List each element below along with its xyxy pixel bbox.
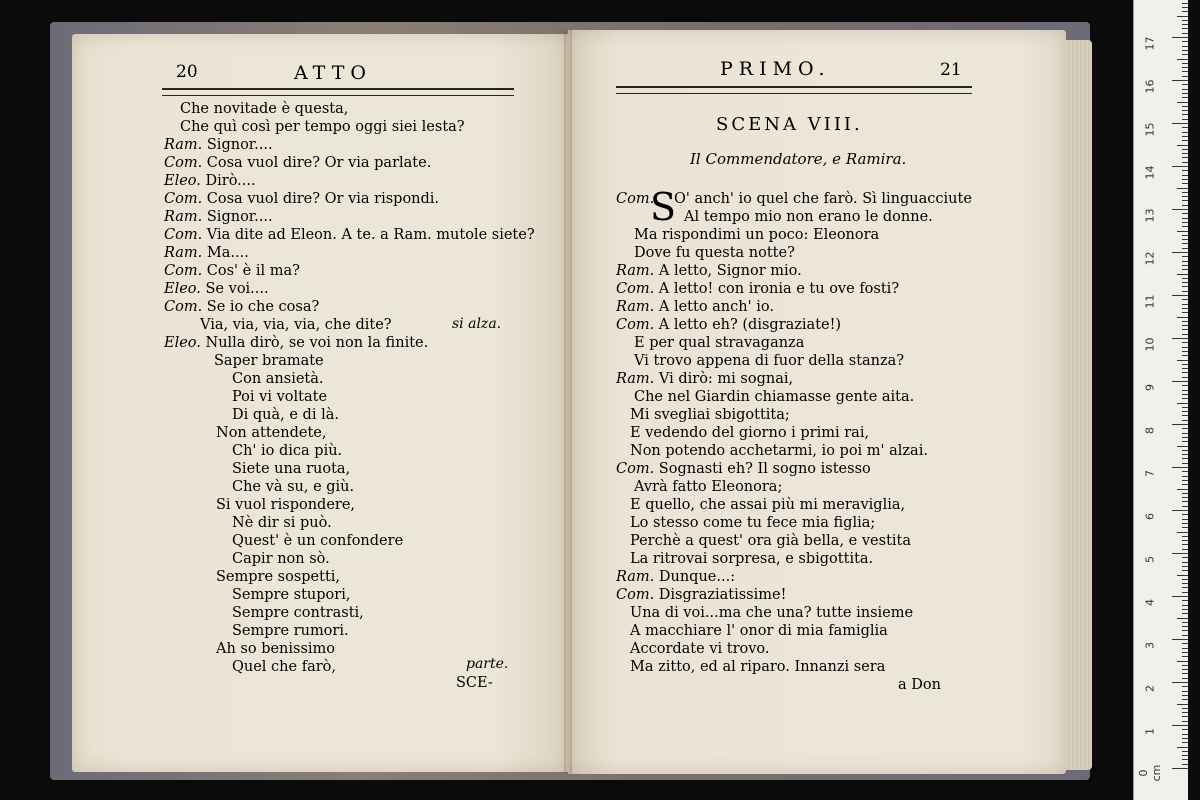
- text-line: Di quà, e di là.: [232, 407, 339, 423]
- ruler-tick: [1182, 630, 1188, 631]
- ruler-tick: [1172, 381, 1188, 382]
- text-line: E per qual stravaganza: [634, 335, 805, 351]
- ruler-tick: [1182, 308, 1188, 309]
- stage-direction-rises: si alza.: [452, 316, 502, 332]
- ruler-tick: [1182, 626, 1188, 627]
- ruler-tick: [1182, 716, 1188, 717]
- ruler-tick: [1182, 364, 1188, 365]
- left-catchword: SCE-: [456, 675, 493, 691]
- ruler-tick: [1182, 755, 1188, 756]
- ruler-tick: [1182, 562, 1188, 563]
- ruler-tick: [1177, 231, 1188, 232]
- ruler-number: 9: [1143, 384, 1157, 391]
- stage-direction-exits: parte.: [466, 656, 509, 672]
- ruler-number: 2: [1143, 685, 1157, 692]
- ruler-tick: [1182, 480, 1188, 481]
- ruler-tick: [1182, 149, 1188, 150]
- ruler-unit-label: 0 cm: [1137, 764, 1163, 782]
- text-line: Com. Cosa vuol dire? Or via rispondi.: [164, 191, 440, 207]
- ruler-tick: [1182, 738, 1188, 739]
- ruler-tick: [1182, 218, 1188, 219]
- text-line: Com. Disgraziatissime!: [616, 587, 787, 603]
- ruler-tick: [1182, 342, 1188, 343]
- ruler-tick: [1182, 635, 1188, 636]
- scene-persons: Il Commendatore, e Ramira.: [690, 150, 907, 168]
- ruler-tick: [1182, 261, 1188, 262]
- left-running-head: ATTO: [294, 62, 372, 84]
- ruler-tick: [1182, 63, 1188, 64]
- ruler-tick: [1182, 600, 1188, 601]
- ruler-tick: [1182, 50, 1188, 51]
- right-running-head: PRIMO.: [720, 58, 831, 80]
- text-line: Via, via, via, via, che dite?: [200, 317, 392, 333]
- ruler-tick: [1177, 59, 1188, 60]
- text-line: Lo stesso come tu fece mia figlia;: [630, 515, 876, 531]
- ruler-tick: [1182, 127, 1188, 128]
- ruler-tick: [1172, 682, 1188, 683]
- ruler-tick: [1182, 656, 1188, 657]
- drop-cap: S: [650, 185, 677, 229]
- text-line: Ram. A letto anch' io.: [616, 299, 774, 315]
- text-line: Com. Cosa vuol dire? Or via parlate.: [164, 155, 432, 171]
- ruler-tick: [1182, 119, 1188, 120]
- ruler-tick: [1182, 329, 1188, 330]
- text-line: Che nel Giardin chiamasse gente aita.: [634, 389, 915, 405]
- ruler-number: 7: [1143, 470, 1157, 477]
- ruler-tick: [1182, 3, 1188, 4]
- text-line: Ah so benissimo: [216, 641, 336, 657]
- text-line: A macchiare l' onor di mia famiglia: [630, 623, 888, 639]
- ruler-tick: [1172, 209, 1188, 210]
- ruler-tick: [1182, 205, 1188, 206]
- ruler-tick: [1182, 648, 1188, 649]
- ruler-tick: [1172, 252, 1188, 253]
- scene-title: SCENA VIII.: [716, 114, 863, 135]
- ruler-tick: [1182, 643, 1188, 644]
- text-line: Siete una ruota,: [232, 461, 351, 477]
- ruler-tick: [1182, 325, 1188, 326]
- text-line: Ch' io dica più.: [232, 443, 343, 459]
- ruler-tick: [1177, 446, 1188, 447]
- ruler-tick: [1182, 428, 1188, 429]
- ruler-tick: [1182, 506, 1188, 507]
- ruler-tick: [1182, 11, 1188, 12]
- ruler-tick: [1182, 162, 1188, 163]
- ruler-tick: [1177, 575, 1188, 576]
- ruler-number: 16: [1143, 79, 1157, 94]
- text-line: Eleo. Se voi....: [164, 281, 269, 297]
- text-line: Ram. A letto, Signor mio.: [616, 263, 802, 279]
- ruler-tick: [1172, 424, 1188, 425]
- ruler-tick: [1182, 712, 1188, 713]
- ruler-tick: [1182, 540, 1188, 541]
- text-line: Una di voi...ma che una? tutte insieme: [630, 605, 914, 621]
- ruler-tick: [1182, 557, 1188, 558]
- ruler-tick: [1182, 609, 1188, 610]
- gutter: [564, 30, 572, 774]
- text-line: Ma zitto, ed al riparo. Innanzi sera: [630, 659, 886, 675]
- ruler-number: 10: [1143, 337, 1157, 352]
- ruler-tick: [1182, 196, 1188, 197]
- ruler-tick: [1177, 360, 1188, 361]
- ruler-tick: [1182, 497, 1188, 498]
- ruler-tick: [1182, 463, 1188, 464]
- ruler-tick: [1182, 33, 1188, 34]
- ruler-tick: [1177, 661, 1188, 662]
- ruler-tick: [1182, 583, 1188, 584]
- ruler-tick: [1182, 93, 1188, 94]
- text-line: Sempre contrasti,: [232, 605, 364, 621]
- ruler-tick: [1182, 179, 1188, 180]
- text-line: Dove fu questa notte?: [634, 245, 795, 261]
- ruler-tick: [1182, 622, 1188, 623]
- ruler-tick: [1182, 106, 1188, 107]
- ruler-tick: [1182, 394, 1188, 395]
- ruler-tick: [1182, 708, 1188, 709]
- text-line: Eleo. Dirò....: [164, 173, 256, 189]
- ruler-tick: [1177, 704, 1188, 705]
- ruler-tick: [1182, 114, 1188, 115]
- text-line: Avrà fatto Eleonora;: [634, 479, 783, 495]
- ruler-tick: [1182, 282, 1188, 283]
- ruler-tick: [1182, 265, 1188, 266]
- ruler-number: 8: [1143, 427, 1157, 434]
- ruler-tick: [1182, 549, 1188, 550]
- ruler-tick: [1182, 678, 1188, 679]
- ruler-tick: [1172, 338, 1188, 339]
- text-line: Mi svegliai sbigottita;: [630, 407, 790, 423]
- ruler-tick: [1182, 368, 1188, 369]
- ruler-tick: [1182, 256, 1188, 257]
- text-line: Ram. Ma....: [164, 245, 249, 261]
- ruler-tick: [1182, 213, 1188, 214]
- ruler-number: 3: [1143, 642, 1157, 649]
- ruler-tick: [1182, 764, 1188, 765]
- ruler-tick: [1182, 175, 1188, 176]
- ruler-tick: [1182, 192, 1188, 193]
- ruler-tick: [1182, 385, 1188, 386]
- ruler-number: 17: [1143, 36, 1157, 51]
- ruler-tick: [1172, 80, 1188, 81]
- left-folio: 20: [176, 62, 198, 82]
- text-line: Si vuol rispondere,: [216, 497, 356, 513]
- text-line: Ram. Dunque...:: [616, 569, 736, 585]
- ruler-tick: [1182, 519, 1188, 520]
- ruler-tick: [1182, 334, 1188, 335]
- ruler-tick: [1182, 592, 1188, 593]
- ruler-tick: [1182, 454, 1188, 455]
- ruler-tick: [1182, 97, 1188, 98]
- ruler-tick: [1182, 751, 1188, 752]
- ruler-tick: [1177, 532, 1188, 533]
- ruler-tick: [1182, 652, 1188, 653]
- right-folio: 21: [940, 60, 962, 80]
- text-line: Com. Via dite ad Eleon. A te. a Ram. mutole siete?: [164, 227, 535, 243]
- text-line: Com. Sognasti eh? Il sogno istesso: [616, 461, 871, 477]
- text-line: Sempre rumori.: [232, 623, 349, 639]
- ruler-tick: [1172, 467, 1188, 468]
- ruler-number: 12: [1143, 251, 1157, 266]
- ruler-tick: [1182, 544, 1188, 545]
- ruler-tick: [1182, 570, 1188, 571]
- ruler-tick: [1172, 596, 1188, 597]
- text-line: Poi vi voltate: [232, 389, 328, 405]
- text-line: Eleo. Nulla dirò, se voi non la finite.: [164, 335, 429, 351]
- ruler-tick: [1182, 243, 1188, 244]
- ruler-tick: [1182, 299, 1188, 300]
- ruler-tick: [1182, 699, 1188, 700]
- ruler-tick: [1182, 484, 1188, 485]
- ruler-tick: [1182, 433, 1188, 434]
- ruler-tick: [1182, 527, 1188, 528]
- ruler-tick: [1182, 669, 1188, 670]
- ruler-tick: [1182, 140, 1188, 141]
- text-line: Com. Se io che cosa?: [164, 299, 320, 315]
- ruler-tick: [1182, 71, 1188, 72]
- ruler-tick: [1182, 476, 1188, 477]
- ruler-tick: [1177, 403, 1188, 404]
- ruler-tick: [1182, 721, 1188, 722]
- text-line: Com. O' anch' io quel che farò. Sì linguacciute: [616, 191, 972, 207]
- ruler-tick: [1182, 372, 1188, 373]
- ruler-tick: [1182, 579, 1188, 580]
- ruler-tick: [1182, 458, 1188, 459]
- ruler-tick: [1182, 523, 1188, 524]
- ruler-number: 13: [1143, 208, 1157, 223]
- left-head-rule: [162, 88, 514, 96]
- ruler-number: 14: [1143, 165, 1157, 180]
- ruler-tick: [1182, 566, 1188, 567]
- ruler-tick: [1172, 768, 1188, 769]
- ruler-tick: [1182, 136, 1188, 137]
- text-line: Nè dir si può.: [232, 515, 332, 531]
- ruler-tick: [1182, 390, 1188, 391]
- ruler-tick: [1177, 16, 1188, 17]
- ruler-tick: [1182, 398, 1188, 399]
- ruler-tick: [1182, 759, 1188, 760]
- ruler-tick: [1182, 291, 1188, 292]
- ruler-tick: [1182, 312, 1188, 313]
- ruler-tick: [1182, 742, 1188, 743]
- text-line: Al tempo mio non erano le donne.: [684, 209, 933, 225]
- ruler-tick: [1182, 76, 1188, 77]
- text-line: Ma rispondimi un poco: Eleonora: [634, 227, 880, 243]
- ruler-tick: [1182, 420, 1188, 421]
- ruler-tick: [1182, 286, 1188, 287]
- ruler-tick: [1177, 317, 1188, 318]
- text-line: E quello, che assai più mi meraviglia,: [630, 497, 906, 513]
- ruler-tick: [1177, 145, 1188, 146]
- ruler-tick: [1182, 183, 1188, 184]
- ruler-tick: [1177, 274, 1188, 275]
- ruler-tick: [1182, 41, 1188, 42]
- ruler-tick: [1182, 20, 1188, 21]
- ruler-tick: [1177, 188, 1188, 189]
- ruler-tick: [1182, 226, 1188, 227]
- ruler-tick: [1182, 304, 1188, 305]
- ruler-tick: [1182, 501, 1188, 502]
- ruler-tick: [1182, 605, 1188, 606]
- text-line: Accordate vi trovo.: [630, 641, 770, 657]
- ruler-tick: [1182, 153, 1188, 154]
- ruler-tick: [1182, 355, 1188, 356]
- ruler-tick: [1182, 67, 1188, 68]
- ruler-tick: [1172, 166, 1188, 167]
- ruler-tick: [1182, 613, 1188, 614]
- right-head-rule: [616, 86, 972, 94]
- ruler-tick: [1182, 514, 1188, 515]
- text-line: Ram. Vi dirò: mi sognai,: [616, 371, 794, 387]
- ruler-tick: [1182, 665, 1188, 666]
- page-edges: [1066, 40, 1092, 770]
- ruler-tick: [1182, 441, 1188, 442]
- ruler-tick: [1182, 54, 1188, 55]
- ruler-tick: [1182, 222, 1188, 223]
- ruler-number: 6: [1143, 513, 1157, 520]
- ruler-tick: [1182, 235, 1188, 236]
- book-photo: 20 ATTO PRIMO. 21 SCENA VIII. Il Commendatore, e Ramira. S Che novitade è questa, Che quì così per tempo oggi siei lesta? Ram. Signor.... Com. Cosa vuol dire? Or via parlate. Eleo. Dirò.... Com. Cosa vuol dire? Or via rispondi. Ram. Signor.... Com. Via dite ad Eleon. A te. a Ram. mutole siete? Ram. Ma.... Com. Cos' è il ma? Eleo. Se voi.... Com. Se io che cosa? Via, via, via, via, che dite? Eleo. Nulla dirò, se voi non la finite. Saper bramate Con ansietà. Poi vi voltate Di quà, e di là. Non attendete, Ch' io dica più. Siete una ruota, Che và su, e giù. Si vuol rispondere, Nè dir si può. Quest' è un confondere Capir non sò. Sempre sospetti, Sempre stupori, Sempre contrasti, Sempre rumori. Ah so benissimo Quel che farò, si alza. parte. SCE- Com. O' anch' io quel che farò. Sì linguacciute Al tempo mio non erano le donne. Ma rispondimi un poco: Eleonora Dove fu questa notte? Ram. A letto, Signor mio. Com. A letto! con ironia e tu ove fosti? Ram. A letto anch' io. Com. A letto eh? (disgraziate!) E per qual stravaganza Vi trovo appena di fuor della stanza? Ram. Vi dirò: mi sognai, Che nel Giardin chiamasse gente aita. Mi svegliai sbigottita; E vedendo del giorno i primi rai, Non potendo acchetarmi, io poi m' alzai. Com. Sognasti eh? Il sogno istesso Avrà fatto Eleonora; E quello, che assai più mi meraviglia, Lo stesso come tu fece mia figlia; Perchè a quest' ora già bella, e vestita La ritrovai sorpresa, e sbigottita. Ram. Dunque...: Com. Disgraziatissime! Una di voi...ma che una? tutte insieme A macchiare l' onor di mia famiglia Accordate vi trovo. Ma zitto, ed al riparo. Innanzi sera a Don 0 cm 1 2 3 4 5 6 7 8 9 10 11 12 13 14 15 16 17: [0, 0, 1200, 800]
- text-line: La ritrovai sorpresa, e sbigottita.: [630, 551, 874, 567]
- text-line: Com. A letto! con ironia e tu ove fosti?: [616, 281, 900, 297]
- ruler-number: 1: [1143, 728, 1157, 735]
- ruler-tick: [1177, 489, 1188, 490]
- text-line: Quel che farò,: [232, 659, 336, 675]
- ruler-tick: [1182, 278, 1188, 279]
- ruler-tick: [1182, 471, 1188, 472]
- text-line: Quest' è un confondere: [232, 533, 404, 549]
- ruler-tick: [1182, 411, 1188, 412]
- ruler-tick: [1172, 725, 1188, 726]
- ruler-tick: [1182, 321, 1188, 322]
- text-line: Capir non sò.: [232, 551, 330, 567]
- ruler-tick: [1182, 239, 1188, 240]
- text-line: Che và su, e giù.: [232, 479, 355, 495]
- text-line: Non potendo acchetarmi, io poi m' alzai.: [630, 443, 928, 459]
- ruler-tick: [1182, 24, 1188, 25]
- ruler-number: 4: [1143, 599, 1157, 606]
- ruler-tick: [1177, 747, 1188, 748]
- text-line: Ram. Signor....: [164, 137, 273, 153]
- ruler-tick: [1182, 7, 1188, 8]
- ruler-tick: [1172, 295, 1188, 296]
- ruler-tick: [1182, 347, 1188, 348]
- ruler-tick: [1182, 84, 1188, 85]
- ruler-tick: [1182, 673, 1188, 674]
- ruler-tick: [1182, 269, 1188, 270]
- ruler-tick: [1182, 437, 1188, 438]
- text-line: Com. Cos' è il ma?: [164, 263, 300, 279]
- measuring-ruler: [1133, 0, 1188, 800]
- ruler-tick: [1182, 132, 1188, 133]
- ruler-tick: [1172, 37, 1188, 38]
- text-line: Saper bramate: [214, 353, 324, 369]
- ruler-tick: [1182, 493, 1188, 494]
- ruler-number: 11: [1143, 294, 1157, 309]
- ruler-tick: [1182, 415, 1188, 416]
- text-line: Non attendete,: [216, 425, 327, 441]
- ruler-tick: [1182, 450, 1188, 451]
- right-catchword: a Don: [898, 677, 941, 693]
- ruler-tick: [1182, 200, 1188, 201]
- ruler-tick: [1172, 553, 1188, 554]
- ruler-tick: [1182, 587, 1188, 588]
- ruler-number: 5: [1143, 556, 1157, 563]
- ruler-tick: [1182, 536, 1188, 537]
- ruler-number: 15: [1143, 122, 1157, 137]
- text-line: E vedendo del giorno i primi rai,: [630, 425, 870, 441]
- text-line: Con ansietà.: [232, 371, 324, 387]
- ruler-tick: [1182, 170, 1188, 171]
- ruler-tick: [1172, 639, 1188, 640]
- text-line: Ram. Signor....: [164, 209, 273, 225]
- ruler-tick: [1172, 510, 1188, 511]
- text-line: Sempre sospetti,: [216, 569, 341, 585]
- text-line: Perchè a quest' ora già bella, e vestita: [630, 533, 912, 549]
- ruler-tick: [1182, 407, 1188, 408]
- ruler-tick: [1182, 695, 1188, 696]
- ruler-tick: [1182, 686, 1188, 687]
- ruler-tick: [1182, 691, 1188, 692]
- ruler-tick: [1182, 377, 1188, 378]
- ruler-tick: [1172, 123, 1188, 124]
- ruler-tick: [1177, 102, 1188, 103]
- ruler-tick: [1182, 46, 1188, 47]
- ruler-tick: [1182, 351, 1188, 352]
- text-line: Com. A letto eh? (disgraziate!): [616, 317, 842, 333]
- ruler-tick: [1182, 729, 1188, 730]
- ruler-tick: [1182, 157, 1188, 158]
- ruler-tick: [1182, 734, 1188, 735]
- ruler-tick: [1177, 618, 1188, 619]
- ruler-tick: [1182, 28, 1188, 29]
- text-line: Vi trovo appena di fuor della stanza?: [634, 353, 905, 369]
- ruler-tick: [1182, 89, 1188, 90]
- ruler-tick: [1182, 110, 1188, 111]
- ruler-tick: [1182, 248, 1188, 249]
- text-line: Sempre stupori,: [232, 587, 351, 603]
